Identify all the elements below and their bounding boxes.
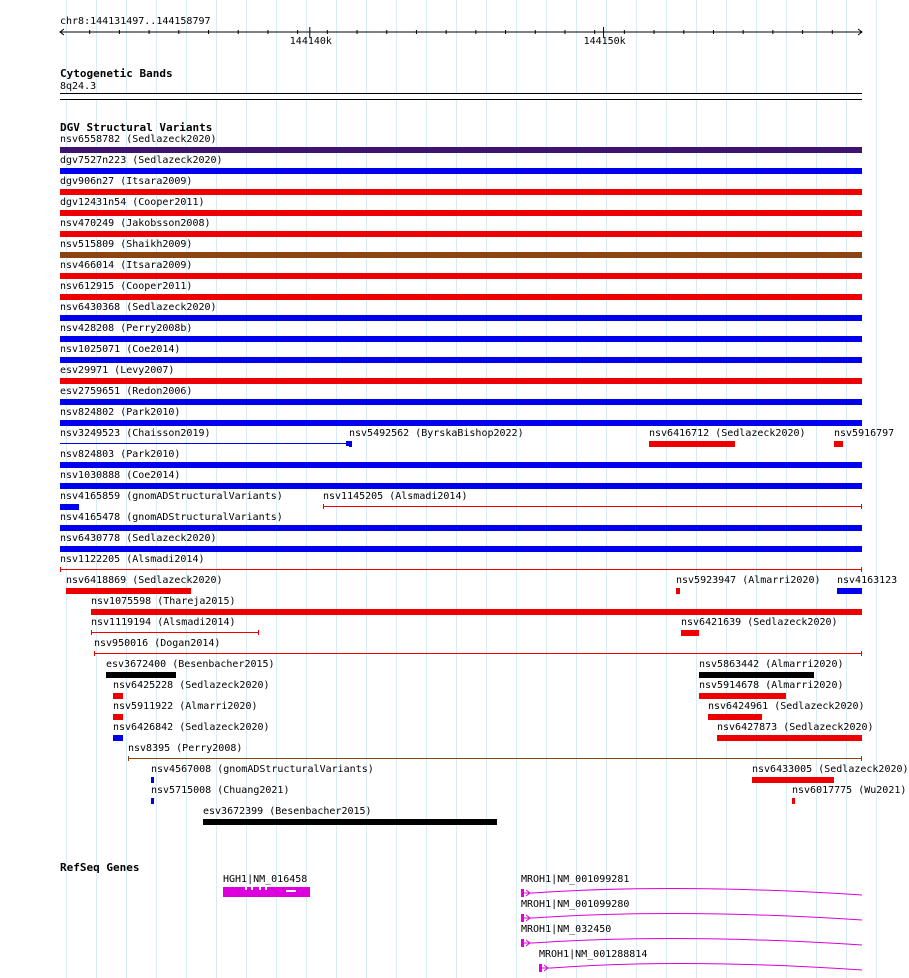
sv-label: nsv5492562 (ByrskaBishop2022): [349, 428, 524, 439]
sv-feature[interactable]: [60, 273, 862, 279]
sv-feature[interactable]: [60, 525, 862, 531]
sv-feature[interactable]: [203, 819, 497, 825]
gene-intron-line: [524, 913, 862, 920]
sv-feature[interactable]: [113, 714, 123, 720]
sv-label: nsv1145205 (Alsmadi2014): [323, 491, 468, 502]
sv-feature-end-cap: [861, 651, 862, 656]
gene-intron-gap: [265, 887, 267, 890]
sv-label: esv3672400 (Besenbacher2015): [106, 659, 275, 670]
sv-label: nsv6430368 (Sedlazeck2020): [60, 302, 217, 313]
sv-feature[interactable]: [834, 441, 843, 447]
sv-label: nsv6558782 (Sedlazeck2020): [60, 134, 217, 145]
sv-label: nsv5914678 (Almarri2020): [699, 680, 844, 691]
sv-feature[interactable]: [699, 693, 786, 699]
sv-feature[interactable]: [349, 441, 352, 447]
sv-label: dgv7527n223 (Sedlazeck2020): [60, 155, 223, 166]
gene-label: HGH1|NM_016458: [223, 874, 308, 885]
gene-intron-line: [524, 938, 862, 945]
sv-label: nsv5863442 (Almarri2020): [699, 659, 844, 670]
sv-feature[interactable]: [837, 588, 862, 594]
sv-label: nsv5923947 (Almarri2020): [676, 575, 821, 586]
cytoband-track-title: Cytogenetic Bands: [60, 67, 173, 80]
sv-feature-end-cap: [861, 756, 862, 761]
sv-feature[interactable]: [60, 443, 349, 444]
gene-exon: [539, 964, 542, 972]
gene-model[interactable]: [223, 887, 310, 897]
locus-label: chr8:144131497..144158797: [60, 16, 211, 27]
sv-label: nsv5911922 (Almarri2020): [113, 701, 258, 712]
sv-feature[interactable]: [151, 798, 154, 804]
sv-feature[interactable]: [60, 315, 862, 321]
sv-feature[interactable]: [681, 630, 699, 636]
sv-feature[interactable]: [708, 714, 762, 720]
sv-feature[interactable]: [60, 252, 862, 258]
sv-label: nsv824802 (Park2010): [60, 407, 181, 418]
ruler-tick-label: 144150k: [583, 36, 626, 47]
gene-intron-line: [524, 888, 862, 895]
sv-feature[interactable]: [792, 798, 795, 804]
strand-arrow-icon: [286, 890, 296, 892]
gene-intron-gap: [245, 887, 247, 890]
cytoband-band[interactable]: [60, 93, 862, 100]
gene-model[interactable]: [521, 937, 864, 949]
sv-label: nsv824803 (Park2010): [60, 449, 181, 460]
sv-label: nsv1119194 (Alsmadi2014): [91, 617, 236, 628]
sv-feature[interactable]: [91, 632, 259, 633]
gene-intron-gap: [259, 887, 261, 890]
sv-label: nsv1025071 (Coe2014): [60, 344, 181, 355]
sv-label: esv29971 (Levy2007): [60, 365, 175, 376]
sv-feature[interactable]: [60, 147, 862, 153]
sv-label: nsv612915 (Cooper2011): [60, 281, 193, 292]
sv-feature[interactable]: [60, 546, 862, 552]
sv-feature[interactable]: [60, 189, 862, 195]
sv-label: nsv6427873 (Sedlazeck2020): [717, 722, 874, 733]
sv-feature-start-cap: [91, 630, 92, 635]
sv-feature[interactable]: [60, 399, 862, 405]
sv-feature[interactable]: [60, 336, 862, 342]
sv-feature[interactable]: [649, 441, 735, 447]
sv-feature-end-cap: [861, 504, 862, 509]
sv-label: nsv6017775 (Wu2021): [792, 785, 907, 796]
sv-label: nsv6424961 (Sedlazeck2020): [708, 701, 865, 712]
sv-feature-start-cap: [323, 504, 324, 509]
sv-feature[interactable]: [60, 483, 862, 489]
sv-label: nsv6425228 (Sedlazeck2020): [113, 680, 270, 691]
sv-feature[interactable]: [752, 777, 834, 783]
sv-label: esv2759651 (Redon2006): [60, 386, 193, 397]
gene-model[interactable]: [521, 887, 864, 899]
sv-label: nsv428208 (Perry2008b): [60, 323, 193, 334]
gene-intron-gap: [251, 887, 253, 890]
sv-label: nsv466014 (Itsara2009): [60, 260, 193, 271]
gene-label: MROH1|NM_001099280: [521, 899, 630, 910]
sv-feature[interactable]: [151, 777, 154, 783]
sv-label: nsv6433005 (Sedlazeck2020): [752, 764, 909, 775]
sv-feature-start-cap: [60, 567, 61, 572]
sv-feature[interactable]: [60, 210, 862, 216]
sv-feature[interactable]: [113, 693, 123, 699]
sv-label: esv3672399 (Besenbacher2015): [203, 806, 372, 817]
gene-exon: [521, 889, 524, 897]
sv-label: nsv3249523 (Chaisson2019): [60, 428, 211, 439]
sv-label: nsv1075598 (Thareja2015): [91, 596, 236, 607]
sv-label: nsv4165859 (gnomADStructuralVariants): [60, 491, 283, 502]
sv-feature[interactable]: [717, 735, 862, 741]
sv-label: nsv6426842 (Sedlazeck2020): [113, 722, 270, 733]
sv-label: nsv6430778 (Sedlazeck2020): [60, 533, 217, 544]
sv-label: nsv515809 (Shaikh2009): [60, 239, 193, 250]
sv-label: nsv4567008 (gnomADStructuralVariants): [151, 764, 374, 775]
sv-feature[interactable]: [699, 672, 814, 678]
sv-label: nsv5916797: [834, 428, 895, 439]
gene-model[interactable]: [539, 962, 864, 974]
sv-feature[interactable]: [60, 420, 862, 426]
sv-feature[interactable]: [106, 672, 176, 678]
sv-feature-start-cap: [94, 651, 95, 656]
sv-feature[interactable]: [113, 735, 123, 741]
ruler-tick-label: 144140k: [289, 36, 332, 47]
sv-feature[interactable]: [91, 609, 862, 615]
sv-feature[interactable]: [60, 357, 862, 363]
sv-label: nsv6416712 (Sedlazeck2020): [649, 428, 806, 439]
sv-feature[interactable]: [60, 504, 79, 510]
sv-label: nsv6421639 (Sedlazeck2020): [681, 617, 838, 628]
sv-feature-end-cap: [861, 567, 862, 572]
gene-model[interactable]: [521, 912, 864, 924]
sv-feature[interactable]: [60, 569, 862, 570]
sv-feature[interactable]: [60, 378, 862, 384]
sv-label: nsv8395 (Perry2008): [128, 743, 243, 754]
sv-label: nsv470249 (Jakobsson2008): [60, 218, 211, 229]
sv-label: nsv1122205 (Alsmadi2014): [60, 554, 205, 565]
sv-label: nsv4165478 (gnomADStructuralVariants): [60, 512, 283, 523]
sv-label: nsv1030888 (Coe2014): [60, 470, 181, 481]
sv-label: dgv906n27 (Itsara2009): [60, 176, 193, 187]
sv-feature[interactable]: [66, 588, 191, 594]
sv-feature-end-cap: [258, 630, 259, 635]
gene-exon: [521, 914, 524, 922]
coordinate-ruler[interactable]: [0, 22, 890, 72]
sv-label: nsv6418869 (Sedlazeck2020): [66, 575, 223, 586]
sv-label: dgv12431n54 (Cooper2011): [60, 197, 205, 208]
gene-label: MROH1|NM_032450: [521, 924, 612, 935]
sv-feature-start-cap: [128, 756, 129, 761]
refseq-track-title: RefSeq Genes: [60, 861, 140, 874]
sv-label: nsv5715008 (Chuang2021): [151, 785, 290, 796]
sv-feature[interactable]: [60, 294, 862, 300]
sv-feature[interactable]: [676, 588, 680, 594]
gene-intron-line: [542, 963, 862, 970]
sv-feature[interactable]: [323, 506, 862, 507]
dgv-track-title: DGV Structural Variants: [60, 121, 213, 134]
gene-exon: [521, 939, 524, 947]
gene-label: MROH1|NM_001288814: [539, 949, 648, 960]
sv-label: nsv4163123: [837, 575, 898, 586]
sv-feature[interactable]: [60, 168, 862, 174]
gene-label: MROH1|NM_001099281: [521, 874, 630, 885]
sv-feature[interactable]: [94, 653, 862, 654]
grid-line: [876, 0, 877, 978]
sv-feature[interactable]: [128, 758, 862, 759]
sv-feature[interactable]: [60, 231, 862, 237]
sv-feature[interactable]: [60, 462, 862, 468]
sv-label: nsv950016 (Dogan2014): [94, 638, 221, 649]
cytoband-label: 8q24.3: [60, 81, 97, 92]
